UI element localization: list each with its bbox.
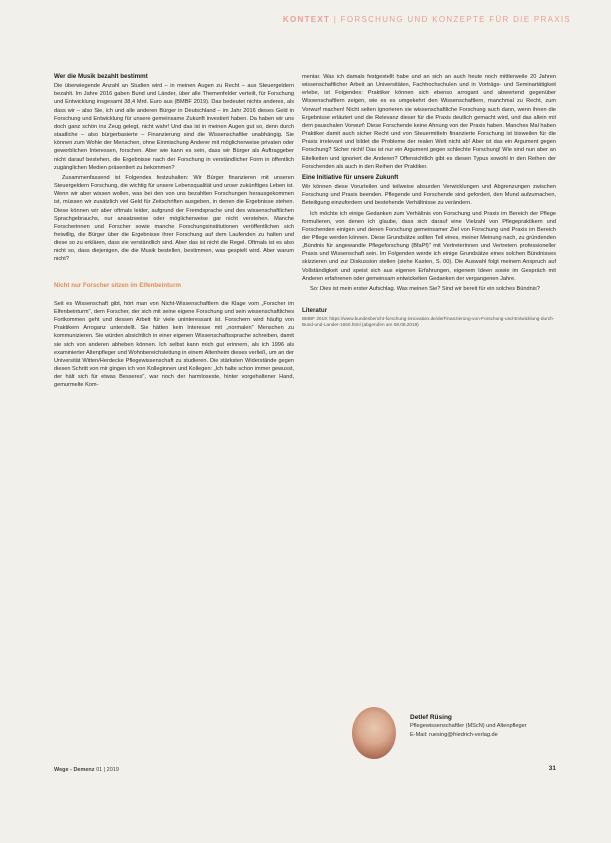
page-number: 31 [548, 765, 556, 772]
header-title: | FORSCHUNG UND KONZEPTE FÜR DIE PRAXIS [330, 15, 571, 24]
footer-magazine [54, 767, 119, 773]
magazine-name: Wege - Demenz [54, 767, 95, 773]
heading-who-pays: Wer die Musik bezahlt bestimmt [54, 73, 148, 80]
paragraph: Die überwiegende Anzahl an Studien wird – in meinen Augen zu Recht – aus Steuergeldern bezahlt. Im Jahre 2016 gaben Bund und Länder, über alle Themenfelder verteilt, für Forschung und Entwicklung insgesamt 38,4 Mrd. Euro aus (BMBF 2019). Das bedeutet nichts anderes, als dass wir – also Sie, ich und alle anderen Bürger in Deutschland – im Jahr 2016 dieses Geld in Forschung und Entwicklung für unsere gemeinsame Zukunft investiert haben. Da haben wir uns doch ganz schön ins Zeug gelegt, nicht wahr! Und das ist in meinen Augen gut so, denn durch staatliche – also bürgerbasierte – Finanzierung sind die Wissenschaftler unabhängig. Sie können zum Wohle der Menschen, ohne Einmischung Anderer mit möglicherweise privaten oder gewerblichen Interessen, forschen. Aber wie kann es sein, dass wir Bürger als Auftraggeber nicht darauf bestehen, die Ergebnisse nach der Forschung in verständlicher Form in öffentlich zugänglichen Medien präsentiert zu bekommen? [54, 83, 294, 171]
paragraph: So: Dies ist mein erster Aufschlag. Was meinen Sie? Sind wir bereit für ein solches Bündnis? [310, 285, 540, 292]
issue-number: 01 | 2019 [96, 767, 119, 773]
header-section: KONTEXT [282, 15, 331, 24]
author-role: Pflegewissenschaftler (MScN) und Altenpfleger [410, 723, 527, 729]
heading-ivory-tower: Nicht nur Forscher sitzen im Elfenbeinturm [54, 281, 181, 289]
paragraph: mentar. Was ich damals festgestellt habe und an sich an auch heute noch mittlerweile 20 Jahren wissenschaftlicher Arbeit an Universitäten, Fachhochschulen und in Vorträgs- und Seminartätigkeit erlebe, ist Folgendes: Praktiker können sich ebenso arrogant und abwertend gegenüber Wissenschaftlern zeigen, wie es es umgekehrt den Wissenschaftlern, manchmal zu Recht, zum Vorwurf machen! Nicht selten ignorieren sie wissenschaftliche Forschung auch dann, wenn ihnen die Ergebnisse erläutert und die Relevanz dieser für die Praxis deutlich gemacht wird, und das allein mit dem pauschalen Vorwurf: Diese Forschende keine Ahnung von der Praxis haben. Manches Mal haben Praktiker damit auch sicher Recht und von Steuermitteln finanzierte Forschung ist bisweilen für die Praxis irrelevant und bildet die Probleme der realen Welt nicht ab! Aber ist das ein Argument gegen Forschung? Sicher nicht! Das ist nur ein Argument gegen schlechte Forschung! Wie sind nun aber an Eitelkeiten und ignoriert die Anderen? Offensichtlich gibt es diesen Typus sowohl in den Reihen der Forschenden als auch in den Reihen der Praktiker. [302, 74, 556, 170]
literature-entry: BMBF 2019: https://www.bundesbericht-forschung-innovation.de/de/Finanzierung-von-Forschung-und-Entwicklung-durch-Bund-und-Lander-1650.html (abgerufen am 08.08.2019) [302, 316, 555, 328]
literature-section [302, 307, 556, 329]
page-header [283, 15, 571, 24]
paragraph: Seit es Wissenschaft gibt, hört man von Nicht-Wissenschaftlern die Klage vom „Forscher im Elfenbeinturm", dem Forscher, der sich mit seine eigene Forschung und sein wissenschaftliches Fortkommen geht und dessen Arbeit für viele uninteressant ist. Forschern wird häufig von Praktikern Arroganz unterstellt. Sie hätten kein Interesse mit „normalen" Menschen zu kommunizieren. Sie würden absichtlich in einer eigenen Wissenschaftssprache schreiben, damit sie sich von anderen abheben können. Ich selbst kann mich gut erinnern, als ich 1996 als examinierter Altenpfleger und Wohnbereichsleitung in einem Altenheim dieses verließ, um an der Universität Witten/Herdecke Pflegewissenschaft zu studieren. Die stärksten Widerstände gegen diesen Schritt von mir gingen ich von Kolleginnen und Kollegen: „Ich halte schon immer gewusst, der hält sich für etwas Besseres", war noch der harmloseste, hinter vorgehaltener Hand, gemurmelte Kom- [54, 300, 294, 389]
literature-heading: Literatur [302, 307, 328, 315]
heading-initiative: Eine Initiative für unsere Zukunft [302, 173, 399, 181]
right-column [302, 73, 556, 329]
paragraph: Zusammenfassend ist Folgendes festzuhalten: Wir Bürger finanzieren mit unseren Steuergeldern Forschung, die wichtig für unsere Lebensqualität und unser zukünftiges Leben ist. Wenn wir aber wissen wollen, was bei den von uns bezahlten Forschungen herausgekommen ist, müssen wir zusätzlich viel Geld für Zeitschriften ausgeben, in denen die Ergebnisse stehen. Diese können wir aber oftmals leider, aufgrund der Fremdsprache und des wissenschaftlichen Sprachgebrauchs, nur ansatzweise oder möglicherweise gar nicht verstehen. Manche Forscherinnen und Forscher sowie manche Forschungsinstitutionen veröffentlichen sich freiwillig, die Bürger über die Ergebnisse ihrer Forschung auf dem Laufenden zu halten und diese so zu erklären, dass sie verständlich sind. Aber das ist nicht die Regel. Oftmals ist es also nicht so, dass diejenigen, die die Musik bestellen, bestimmen, was gespielt wird. Aber warum nicht? [54, 174, 294, 263]
author-email[interactable]: E-Mail: ruesing@friedrich-verlag.de [410, 732, 498, 738]
author-box [352, 707, 572, 767]
paragraph: Ich möchte ich einige Gedanken zum Verhältnis von Forschung und Praxis im Bereich der Pflege formulieren, von denen ich glaube, dass sich darauf eine Vielzahl von Pflegepraktikern und Forschenden einigen und denen Forschung gemeinsamer Ziel von Forschung und Praxis im Bereich der Pflege werden können. Diese Grundsätze sollten Teil eines, meiner Meinung nach, zu gründenden „Bündnis für angewandte Pflegeforschung (BfaPf)" mit Vertreterinnen und Vertretern professioneller Praxis und Wissenschaft sein. Im Folgenden werde ich einige Grundsätze eines solchen Bündnisses skizzieren und zur Diskussion stellen (siehe Kasten, S. 00). Die Auswahl folgt meinem Anspruch auf Vollständigkeit und speist sich aus eigenen Erfahrungen, eigenem Ideen sowie im Gespräch mit Anderen erfahrenen oder gemeinsam entwickelten Gedanken der vergangenen Jahre. [302, 210, 556, 282]
author-avatar [352, 707, 396, 759]
left-column [54, 73, 294, 391]
author-name: Detlef Rüsing [410, 714, 452, 721]
paragraph: Wir können diese Vorurteilen und teilweise absurden Verwicklungen und Abgrenzungen zwischen Forschung und Praxis beenden. Pflegende und Forschende sind gefordert, den Mund aufzumachen, Beteiligung einzufordern und bestehende Verhältnisse zu verändern. [302, 184, 556, 207]
